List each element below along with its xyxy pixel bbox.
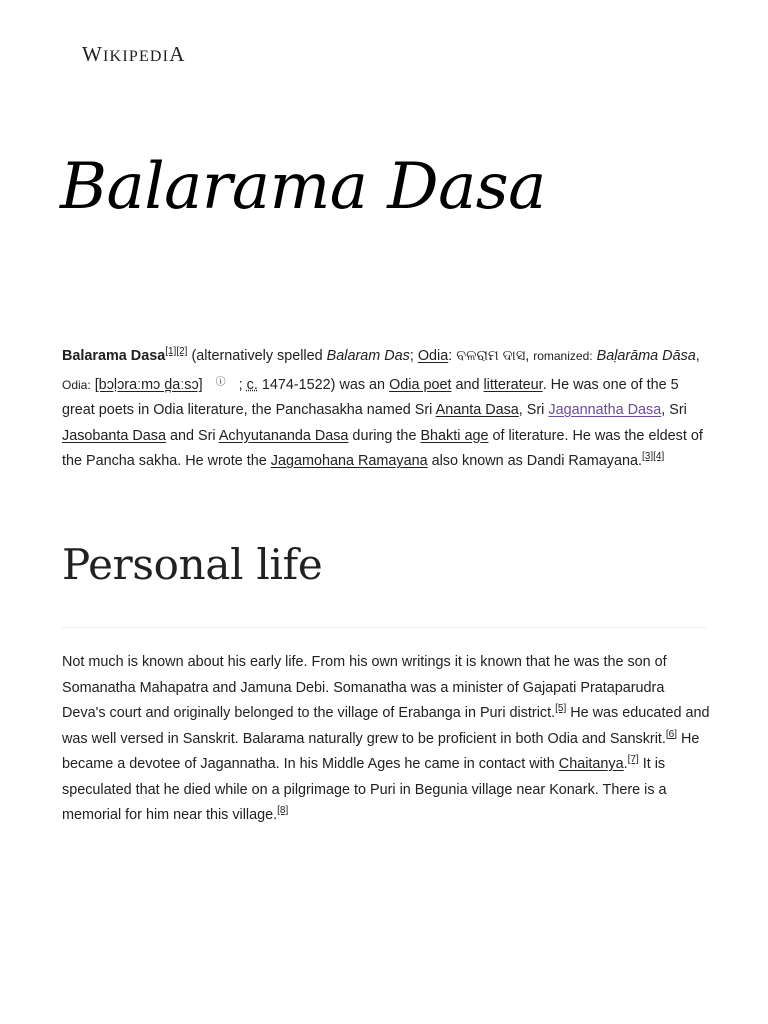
odia-script: ବଳରାମ ଦାସ bbox=[456, 348, 526, 364]
text: 1474-1522) was an bbox=[257, 376, 390, 393]
ipa-link[interactable]: [bɔḷɔraːmɔ d̪aːsɔ] bbox=[94, 376, 203, 393]
text: , Sri bbox=[518, 402, 549, 418]
text: during the bbox=[348, 427, 421, 444]
text: He was educated and was well versed in Sanskrit. Balarama naturally grew to be proficient in both Odia and Sanskrit. bbox=[62, 705, 710, 747]
wikipedia-logo[interactable] bbox=[82, 42, 186, 67]
text: ; bbox=[238, 376, 247, 393]
link-odia-poet[interactable]: Odia poet bbox=[389, 376, 452, 393]
romanized-label: romanized: bbox=[533, 349, 593, 363]
citation bbox=[277, 805, 288, 816]
audio-icon[interactable]: ⓘ bbox=[215, 376, 226, 388]
lead-paragraph bbox=[62, 344, 710, 475]
citation bbox=[642, 451, 664, 462]
ref-link[interactable]: [1] bbox=[165, 346, 177, 357]
logo-middle: IKIPEDI bbox=[103, 48, 170, 65]
citation bbox=[165, 346, 187, 357]
text: Not much is known about his early life. From his own writings it is known that he was the son of Somanatha Mahapatra and Jamuna Debi. Somanatha was a minister of Gajapati Prataparudra Deva's court and originally belonged to the village of Erabanga in Puri district. bbox=[62, 654, 667, 721]
text: of literature. He was the eldest of the Pancha sakha. He wrote the bbox=[62, 427, 703, 469]
text: and bbox=[451, 376, 484, 393]
citation bbox=[628, 754, 639, 765]
page-title: Balarama Dasa bbox=[60, 150, 546, 224]
ref-link[interactable]: [7] bbox=[627, 754, 639, 765]
text: and Sri bbox=[166, 427, 219, 444]
link-chaitanya[interactable]: Chaitanya bbox=[558, 756, 624, 772]
text: . He was one of the 5 great poets in Odia literature, the Panchasakha named Sri bbox=[62, 376, 679, 418]
link-ananta-dasa[interactable]: Ananta Dasa bbox=[435, 402, 519, 418]
ref-link[interactable]: [5] bbox=[555, 703, 567, 714]
personal-life-paragraph bbox=[62, 650, 710, 829]
link-jagannatha-dasa[interactable]: Jagannatha Dasa bbox=[548, 402, 662, 418]
ref-link[interactable]: [8] bbox=[277, 805, 289, 816]
section-heading-personal-life: Personal life bbox=[62, 540, 323, 589]
ref-link[interactable]: [4] bbox=[653, 451, 665, 462]
subject-name: Balarama Dasa bbox=[62, 348, 166, 364]
link-jasobanta-dasa[interactable]: Jasobanta Dasa bbox=[62, 427, 167, 444]
text: He became a devotee of Jagannatha. In his Middle Ages he came in contact with bbox=[62, 730, 700, 772]
text: It is speculated that he died while on a pilgrimage to Puri in Begunia village near Konark. There is a memorial for him near this village. bbox=[62, 756, 667, 823]
ref-link[interactable]: [3] bbox=[642, 451, 654, 462]
text: , bbox=[525, 348, 534, 364]
link-litterateur[interactable]: litterateur bbox=[483, 376, 543, 393]
romanized-name: Baḷarāma Dāsa bbox=[596, 348, 696, 364]
odia-pron-label: Odia: bbox=[62, 377, 91, 392]
logo-first: W bbox=[82, 42, 104, 66]
ref-link[interactable]: [6] bbox=[665, 728, 678, 740]
circa-abbr: c. bbox=[246, 376, 258, 393]
citation bbox=[666, 729, 677, 740]
citation bbox=[555, 703, 566, 714]
alt-spelling: Balaram Das bbox=[326, 348, 410, 364]
text: also known as Dandi Ramayana. bbox=[427, 453, 642, 469]
text: . bbox=[623, 756, 628, 772]
link-odia[interactable]: Odia bbox=[417, 348, 449, 364]
logo-last: A bbox=[169, 42, 186, 66]
text: , bbox=[695, 348, 700, 364]
section-divider bbox=[62, 627, 706, 628]
link-bhakti-age[interactable]: Bhakti age bbox=[420, 427, 489, 444]
text: : bbox=[448, 348, 457, 364]
link-jagamohana-ramayana[interactable]: Jagamohana Ramayana bbox=[270, 453, 428, 469]
link-achyutananda-dasa[interactable]: Achyutananda Dasa bbox=[218, 427, 349, 444]
text: ; bbox=[409, 348, 418, 364]
text: (alternatively spelled bbox=[187, 348, 327, 364]
ref-link[interactable]: [2] bbox=[176, 346, 188, 357]
text: , Sri bbox=[661, 402, 687, 418]
